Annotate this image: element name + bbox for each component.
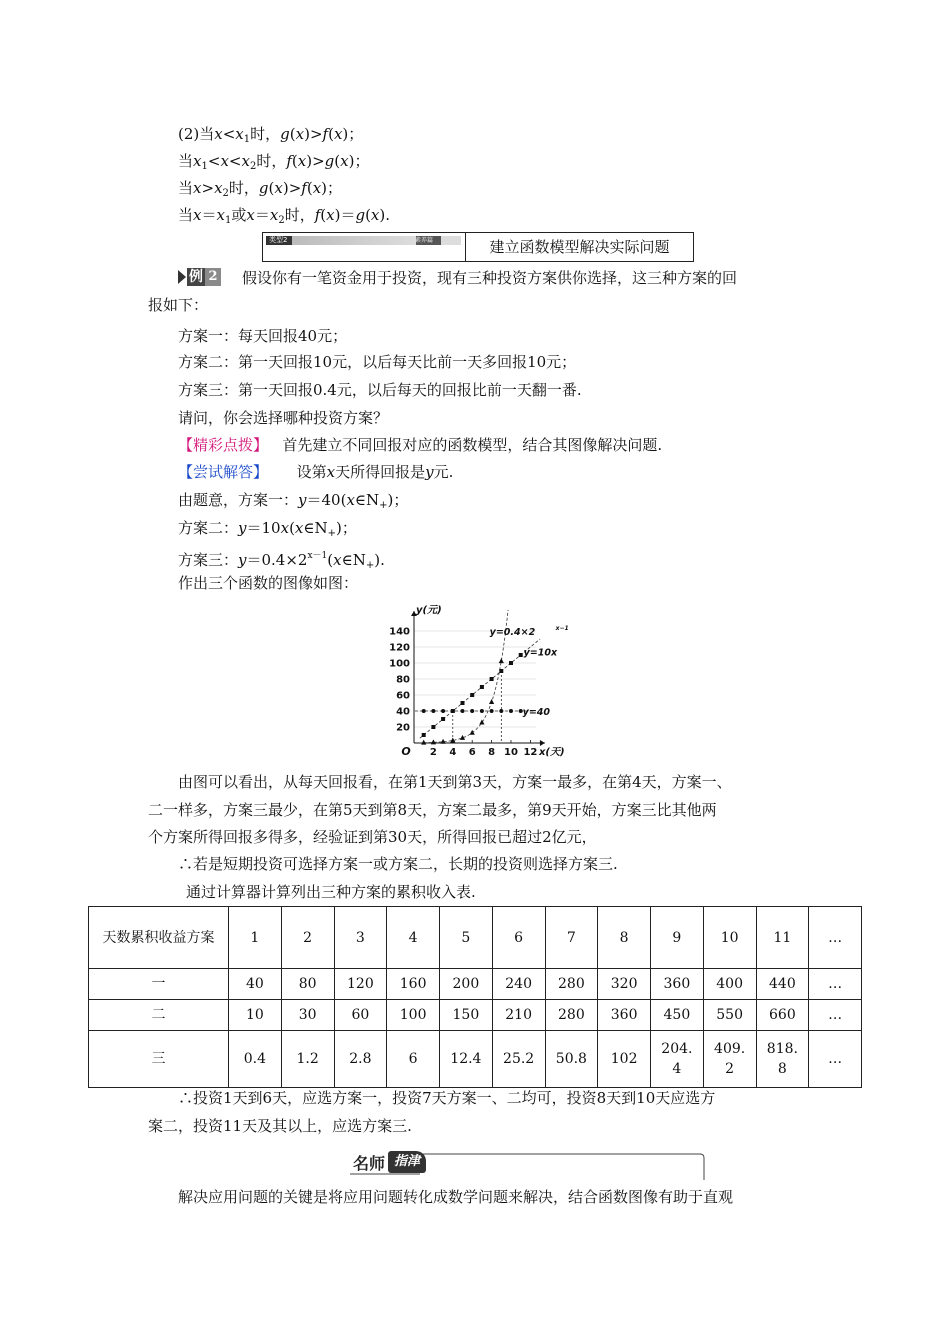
point-y40 xyxy=(490,709,494,713)
formula-2: 方案二：$y=10x(x\in N_+)$； xyxy=(178,519,357,539)
analysis-1: 由图可以看出，从每天回报看，在第1天到第3天，方案一最多，在第4天，方案一、 xyxy=(178,773,732,791)
table-cell: 150 xyxy=(440,1000,493,1031)
point-y40 xyxy=(431,709,435,713)
table-cell: 660 xyxy=(756,1000,809,1031)
solve-tag: 【尝试解答】 xyxy=(178,463,269,481)
table-header-cell: 1 xyxy=(229,907,282,969)
table-row xyxy=(89,1031,862,1088)
table-cell: 409.2 xyxy=(703,1031,756,1088)
point-y10x xyxy=(431,725,435,729)
x-axis-label: x(天) xyxy=(538,747,565,758)
point-y10x xyxy=(519,653,523,657)
table-cell: 204.4 xyxy=(651,1031,704,1088)
plan-3: 方案三：第一天回报0.4元，以后每天的回报比前一天翻一番. xyxy=(178,381,582,399)
tip-word-1: 名师 xyxy=(353,1153,386,1173)
plan-1: 方案一：每天回报40元； xyxy=(178,327,348,345)
x-tick-label: 8 xyxy=(488,747,496,758)
table-cell: 818.8 xyxy=(756,1031,809,1088)
point-y10x xyxy=(451,709,455,713)
table-cell: … xyxy=(809,1000,862,1031)
type-section-header xyxy=(262,232,694,262)
x-tick-label: 4 xyxy=(449,747,457,758)
analysis-3: 个方案所得回报多得多，经验证到第30天，所得回报已超过2亿元， xyxy=(148,828,597,846)
table-header-cell: 3 xyxy=(334,907,387,969)
legend-y10x: y=10x xyxy=(523,647,558,659)
point-y40 xyxy=(461,709,465,713)
point-y40 xyxy=(470,709,474,713)
table-header-cell: 8 xyxy=(598,907,651,969)
legend-y40: y=40 xyxy=(522,707,551,718)
table-header-label: 天数累积收益方案 xyxy=(89,907,229,969)
draw-note: 作出三个函数的图像如图： xyxy=(178,574,359,592)
table-header-cell: 9 xyxy=(651,907,704,969)
table-cell: … xyxy=(809,1031,862,1088)
table-cell: 320 xyxy=(598,969,651,1000)
table-cell: 30 xyxy=(281,1000,334,1031)
point-exp xyxy=(470,730,475,735)
legend-exp-sup: x−1 xyxy=(555,625,569,632)
table-cell: 450 xyxy=(651,1000,704,1031)
case-line-4: 当$x=x_1$或$x=x_2$时，f(x)＝g(x). xyxy=(178,206,391,226)
point-y10x xyxy=(422,733,426,737)
solve-line: 【尝试解答】 设第x天所得回报是y元. xyxy=(178,463,454,481)
example-text-1: 假设你有一笔资金用于投资，现有三种投资方案供你选择，这三种方案的回 xyxy=(242,269,738,287)
y-tick-label: 140 xyxy=(389,626,410,638)
table-header-cell: 4 xyxy=(387,907,440,969)
table-cell: 120 xyxy=(334,969,387,1000)
arrow-icon xyxy=(178,270,186,284)
investment-chart xyxy=(380,600,600,762)
table-cell: 50.8 xyxy=(545,1031,598,1088)
question: 请问，你会选择哪种投资方案？ xyxy=(178,409,389,427)
y-tick-label: 120 xyxy=(389,642,410,654)
table-header-row xyxy=(89,907,862,969)
y-tick-label: 60 xyxy=(396,690,410,702)
table-row-label: 二 xyxy=(89,1000,229,1031)
point-y40 xyxy=(499,709,503,713)
case-line-1: (2)当$x<x_1$时，g(x)>f(x)； xyxy=(178,125,364,145)
tip-word-2: 指津 xyxy=(388,1151,426,1173)
table-cell: 6 xyxy=(387,1031,440,1088)
table-cell: … xyxy=(809,969,862,1000)
table-cell: 550 xyxy=(703,1000,756,1031)
y-axis-label: y(元) xyxy=(416,605,442,616)
example-badge xyxy=(178,268,221,286)
table-row xyxy=(89,1000,862,1031)
point-exp xyxy=(489,699,494,704)
point-y10x xyxy=(461,701,465,705)
cumulative-income-table xyxy=(88,906,862,1088)
table-cell: 360 xyxy=(598,1000,651,1031)
tip-text: 解决应用问题的关键是将应用问题转化成数学问题来解决，结合函数图像有助于直观 xyxy=(178,1188,734,1206)
point-y10x xyxy=(441,717,445,721)
formula-1: 由题意，方案一：$y=40(x\in N_+)$； xyxy=(178,491,409,511)
x-arrow-icon xyxy=(540,740,545,746)
point-y10x xyxy=(499,669,503,673)
point-exp xyxy=(499,658,504,663)
table-cell: 2.8 xyxy=(334,1031,387,1088)
legend-exp: y=0.4×2 xyxy=(489,627,536,638)
table-cell: 280 xyxy=(545,1000,598,1031)
tip-badge xyxy=(350,1150,426,1174)
teacher-tip-header xyxy=(350,1150,705,1186)
table-cell: 200 xyxy=(440,969,493,1000)
point-y10x xyxy=(480,685,484,689)
point-y40 xyxy=(480,709,484,713)
point-y10x xyxy=(490,677,494,681)
table-header-cell: 6 xyxy=(492,907,545,969)
table-cell: 280 xyxy=(545,969,598,1000)
analysis-5: 通过计算器计算列出三种方案的累积收入表. xyxy=(186,883,476,901)
table-cell: 240 xyxy=(492,969,545,1000)
y-tick-label: 80 xyxy=(396,674,410,686)
table-cell: 60 xyxy=(334,1000,387,1031)
x-tick-label: 6 xyxy=(468,747,476,758)
table-row-label: 三 xyxy=(89,1031,229,1088)
example-text-2: 报如下： xyxy=(148,296,209,314)
x-tick-label: 2 xyxy=(429,747,437,758)
hint-tag: 【精彩点拨】 xyxy=(178,436,269,454)
example-number: 2 xyxy=(205,268,221,286)
table-cell: 160 xyxy=(387,969,440,1000)
table-cell: 360 xyxy=(651,969,704,1000)
point-y40 xyxy=(441,709,445,713)
origin-label: O xyxy=(401,745,411,758)
table-cell: 40 xyxy=(229,969,282,1000)
point-exp xyxy=(421,740,426,745)
table-cell: 80 xyxy=(281,969,334,1000)
hint-line xyxy=(178,435,662,455)
point-y10x xyxy=(470,693,474,697)
table-cell: 1.2 xyxy=(281,1031,334,1088)
table-cell: 10 xyxy=(229,1000,282,1031)
type-label: 类型2 xyxy=(269,236,288,244)
point-y40 xyxy=(509,709,513,713)
conclusion-2: 案二，投资11天及其以上，应选方案三. xyxy=(148,1117,412,1135)
conclusion-1: ∴投资1天到6天，应选方案一，投资7天方案一、二均可，投资8天到10天应选方 xyxy=(178,1089,716,1107)
table-header-cell: 11 xyxy=(756,907,809,969)
plan-2: 方案二：第一天回报10元，以后每天比前一天多回报10元； xyxy=(178,353,577,371)
y-tick-label: 100 xyxy=(389,658,410,670)
example-word: 例 xyxy=(189,269,203,285)
table-cell: 102 xyxy=(598,1031,651,1088)
table-header-cell: … xyxy=(809,907,862,969)
table-header-cell: 7 xyxy=(545,907,598,969)
point-y10x xyxy=(509,661,513,665)
y-tick-label: 40 xyxy=(396,706,410,718)
analysis-4: ∴若是短期投资可选择方案一或方案二，长期的投资则选择方案三. xyxy=(178,855,618,873)
table-header-cell: 2 xyxy=(281,907,334,969)
point-exp xyxy=(431,739,436,744)
formula-3: 方案三：$y=0.4\times 2^{x-1}(x\in N_+)$. xyxy=(178,551,385,571)
case-line-3: 当$x>x_2$时，g(x)>f(x)； xyxy=(178,179,343,199)
hint-text: 首先建立不同回报对应的函数模型，结合其图像解决问题. xyxy=(282,436,663,454)
table-cell: 0.4 xyxy=(229,1031,282,1088)
case-line-2: 当$x_1<x<x_2$时，f(x)>g(x)； xyxy=(178,152,370,172)
table-cell: 400 xyxy=(703,969,756,1000)
y-tick-label: 20 xyxy=(396,722,410,734)
table-row-label: 一 xyxy=(89,969,229,1000)
table-header-cell: 10 xyxy=(703,907,756,969)
analysis-2: 二一样多，方案三最少，在第5天到第8天，方案二最多，第9天开始，方案三比其他两 xyxy=(148,801,717,819)
table-cell: 210 xyxy=(492,1000,545,1031)
x-tick-label: 10 xyxy=(504,747,518,758)
table-cell: 12.4 xyxy=(440,1031,493,1088)
type-right-label: 素养篇 xyxy=(415,237,434,244)
point-y40 xyxy=(422,709,426,713)
table-cell: 440 xyxy=(756,969,809,1000)
type-title: 建立函数模型解决实际问题 xyxy=(489,238,670,256)
table-cell: 100 xyxy=(387,1000,440,1031)
type-label-strip xyxy=(263,233,466,261)
table-cell: 25.2 xyxy=(492,1031,545,1088)
x-tick-label: 12 xyxy=(523,747,538,758)
table-row xyxy=(89,969,862,1000)
table-header-cell: 5 xyxy=(440,907,493,969)
